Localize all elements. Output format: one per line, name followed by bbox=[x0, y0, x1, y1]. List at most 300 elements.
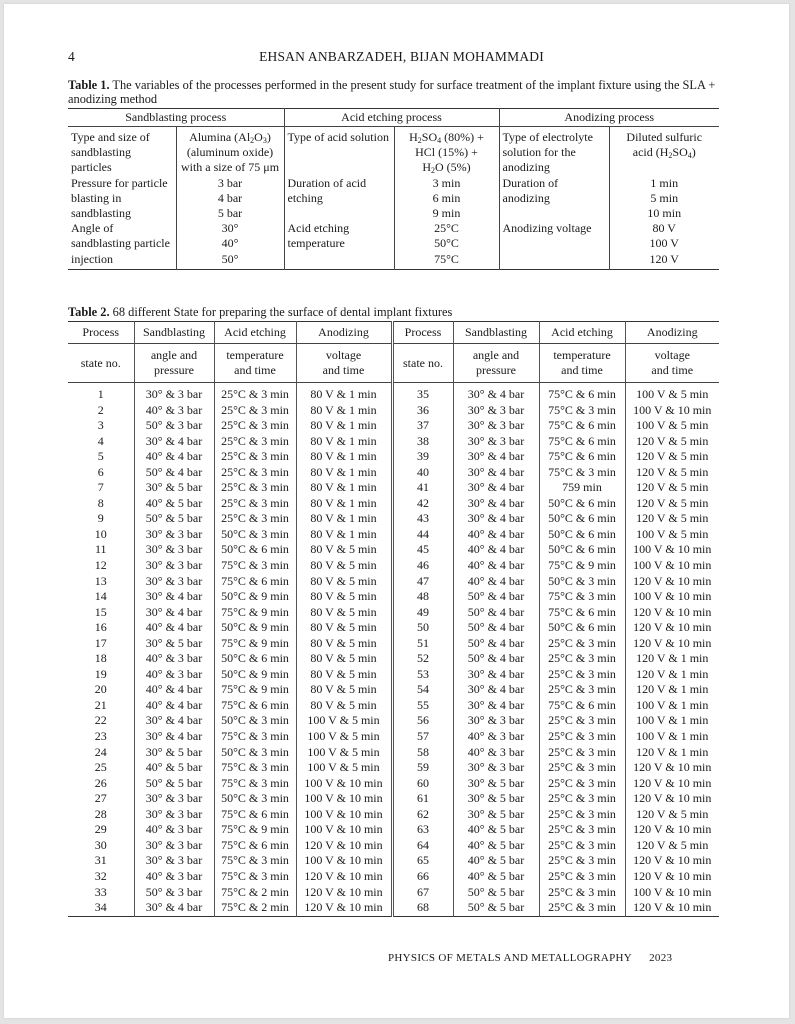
anodizing-cell: 120 V & 10 min bbox=[296, 838, 392, 854]
state-no-cell: 4 bbox=[97, 433, 104, 448]
acid-etching-cell: 50°C & 3 min bbox=[539, 574, 625, 590]
state-no-cell: 61 bbox=[392, 791, 453, 807]
table2 bbox=[68, 321, 719, 917]
anodizing-cell: 80 V & 5 min bbox=[296, 605, 392, 621]
sandblasting-cell: 40° & 4 bar bbox=[453, 527, 539, 543]
table1-row-angle bbox=[68, 221, 719, 269]
authors: EHSAN ANBARZADEH, BIJAN MOHAMMADI bbox=[259, 49, 544, 64]
state-no-cell: 31 bbox=[94, 853, 107, 868]
table-row bbox=[68, 729, 719, 745]
table-row bbox=[68, 900, 719, 916]
value: 3 min bbox=[432, 175, 461, 190]
acid-etching-cell: 25°C & 3 min bbox=[539, 713, 625, 729]
anodizing-cell: 120 V & 1 min bbox=[625, 745, 719, 761]
sandblasting-cell: 40° & 3 bar bbox=[134, 403, 214, 419]
acid-etching-cell: 75°C & 6 min bbox=[214, 698, 296, 714]
value: 75°C bbox=[434, 251, 459, 266]
state-no-cell: 52 bbox=[392, 651, 453, 667]
sandblasting-cell: 30° & 3 bar bbox=[453, 434, 539, 450]
sandblasting-cell: 40° & 3 bar bbox=[453, 729, 539, 745]
anodizing-cell: 100 V & 10 min bbox=[625, 885, 719, 901]
group-anodizing: Anodizing process bbox=[499, 109, 719, 127]
value: 100 V bbox=[649, 236, 679, 251]
state-no-cell: 1 bbox=[97, 387, 104, 401]
state-no-cell: 32 bbox=[94, 868, 107, 883]
state-no-cell: 37 bbox=[392, 418, 453, 434]
acid-etching-cell: 75°C & 6 min bbox=[539, 698, 625, 714]
state-no-cell: 65 bbox=[392, 853, 453, 869]
subheader-temp-time: temperature and time bbox=[214, 344, 296, 383]
state-no-cell: 18 bbox=[94, 651, 107, 666]
sandblast-type-value: Alumina $(Al_2O_3)$ (aluminum oxide) with a size of 75 μm bbox=[176, 127, 284, 176]
acid-etching-cell: 75°C & 6 min bbox=[214, 807, 296, 823]
sandblasting-cell: 30° & 5 bar bbox=[453, 807, 539, 823]
state-no-cell: 63 bbox=[392, 822, 453, 838]
state-no-cell: 28 bbox=[94, 806, 107, 821]
header-sandblasting: Sandblasting bbox=[134, 322, 214, 344]
acid-etching-cell: 75°C & 9 min bbox=[539, 558, 625, 574]
table1-group-header bbox=[68, 109, 719, 127]
anodizing-cell: 120 V & 5 min bbox=[625, 496, 719, 512]
acid-etching-cell: 75°C & 3 min bbox=[214, 558, 296, 574]
anodizing-cell: 120 V & 10 min bbox=[296, 885, 392, 901]
sandblast-pressure-label: Pressure for particle blasting in sandblasting bbox=[71, 175, 168, 221]
anodizing-cell: 80 V & 1 min bbox=[296, 480, 392, 496]
acid-etching-cell: 50°C & 6 min bbox=[539, 496, 625, 512]
sandblasting-cell: 30° & 3 bar bbox=[453, 713, 539, 729]
sandblast-angle-values bbox=[176, 221, 284, 269]
subheader-state-no: state no. bbox=[392, 344, 453, 383]
table-row bbox=[68, 465, 719, 481]
table-row bbox=[68, 885, 719, 901]
running-head bbox=[4, 49, 789, 67]
state-no-cell: 20 bbox=[94, 682, 107, 697]
sandblasting-cell: 30° & 3 bar bbox=[134, 542, 214, 558]
acid-etching-cell: 25°C & 3 min bbox=[214, 511, 296, 527]
anodizing-cell: 80 V & 5 min bbox=[296, 542, 392, 558]
anodizing-cell: 120 V & 10 min bbox=[625, 620, 719, 636]
header-process: Process bbox=[392, 322, 453, 344]
anodizing-cell: 120 V & 5 min bbox=[625, 511, 719, 527]
sandblasting-cell: 30° & 5 bar bbox=[134, 636, 214, 652]
document-page bbox=[4, 4, 789, 1018]
anodizing-cell: 100 V & 10 min bbox=[296, 807, 392, 823]
sandblasting-cell: 30° & 4 bar bbox=[453, 496, 539, 512]
table-row bbox=[68, 496, 719, 512]
acid-etching-cell: 75°C & 9 min bbox=[214, 822, 296, 838]
acid-etching-cell: 75°C & 9 min bbox=[214, 682, 296, 698]
sandblasting-cell: 50° & 4 bar bbox=[453, 636, 539, 652]
state-no-cell: 36 bbox=[392, 403, 453, 419]
state-no-cell: 57 bbox=[392, 729, 453, 745]
state-no-cell: 64 bbox=[392, 838, 453, 854]
anodizing-cell: 100 V & 10 min bbox=[296, 853, 392, 869]
group-acid-etching: Acid etching process bbox=[284, 109, 499, 127]
table-row bbox=[68, 434, 719, 450]
table-row bbox=[68, 403, 719, 419]
value: 50° bbox=[221, 251, 239, 266]
state-no-cell: 17 bbox=[94, 635, 107, 650]
state-no-cell: 15 bbox=[94, 604, 107, 619]
state-no-cell: 12 bbox=[94, 558, 107, 573]
value: 25°C bbox=[434, 221, 459, 236]
sandblasting-cell: 40° & 3 bar bbox=[134, 869, 214, 885]
subheader-temp-time: temperature and time bbox=[539, 344, 625, 383]
subheader-state-no: state no. bbox=[68, 344, 134, 383]
state-no-cell: 53 bbox=[392, 667, 453, 683]
acid-temp-values bbox=[394, 221, 499, 269]
sandblasting-cell: 40° & 5 bar bbox=[453, 822, 539, 838]
table1-caption-label: Table 1. bbox=[68, 78, 110, 92]
anodizing-cell: 100 V & 5 min bbox=[625, 383, 719, 403]
table-row bbox=[68, 418, 719, 434]
state-no-cell: 55 bbox=[392, 698, 453, 714]
acid-etching-cell: 50°C & 3 min bbox=[214, 791, 296, 807]
value: 9 min bbox=[432, 206, 461, 221]
state-no-cell: 58 bbox=[392, 745, 453, 761]
sandblasting-cell: 50° & 5 bar bbox=[453, 900, 539, 916]
anodizing-cell: 120 V & 10 min bbox=[625, 636, 719, 652]
state-no-cell: 9 bbox=[97, 511, 104, 526]
anodizing-cell: 80 V & 1 min bbox=[296, 465, 392, 481]
sandblasting-cell: 40° & 3 bar bbox=[134, 667, 214, 683]
acid-etching-cell: 25°C & 3 min bbox=[214, 496, 296, 512]
table-row bbox=[68, 776, 719, 792]
anodizing-cell: 120 V & 10 min bbox=[625, 791, 719, 807]
state-no-cell: 33 bbox=[94, 884, 107, 899]
sandblasting-cell: 50° & 4 bar bbox=[453, 605, 539, 621]
sandblasting-cell: 30° & 4 bar bbox=[134, 713, 214, 729]
acid-etching-cell: 75°C & 6 min bbox=[539, 605, 625, 621]
anodizing-cell: 120 V & 10 min bbox=[625, 776, 719, 792]
sandblast-pressure-values bbox=[176, 176, 284, 222]
anodizing-cell: 120 V & 10 min bbox=[625, 869, 719, 885]
acid-etching-cell: 75°C & 9 min bbox=[214, 636, 296, 652]
table-row bbox=[68, 760, 719, 776]
sandblasting-cell: 40° & 4 bar bbox=[453, 574, 539, 590]
table-row bbox=[68, 822, 719, 838]
table-row bbox=[68, 480, 719, 496]
anodizing-cell: 80 V & 5 min bbox=[296, 558, 392, 574]
table-row bbox=[68, 383, 719, 403]
acid-etching-cell: 25°C & 3 min bbox=[214, 434, 296, 450]
acid-etching-cell: 25°C & 3 min bbox=[539, 853, 625, 869]
sandblasting-cell: 40° & 3 bar bbox=[453, 745, 539, 761]
sandblasting-cell: 40° & 3 bar bbox=[134, 651, 214, 667]
table-row bbox=[68, 620, 719, 636]
sandblasting-cell: 40° & 4 bar bbox=[134, 449, 214, 465]
state-no-cell: 39 bbox=[392, 449, 453, 465]
sandblasting-cell: 40° & 4 bar bbox=[453, 542, 539, 558]
value: 80 V bbox=[652, 221, 676, 236]
sandblasting-cell: 30° & 4 bar bbox=[134, 729, 214, 745]
journal-year: 2023 bbox=[649, 952, 673, 964]
sandblasting-cell: 50° & 3 bar bbox=[134, 885, 214, 901]
header-anodizing: Anodizing bbox=[296, 322, 392, 344]
acid-etching-cell: 25°C & 3 min bbox=[539, 760, 625, 776]
sandblasting-cell: 30° & 4 bar bbox=[134, 434, 214, 450]
state-no-cell: 26 bbox=[94, 775, 107, 790]
anodizing-cell: 100 V & 10 min bbox=[296, 776, 392, 792]
anodizing-cell: 80 V & 5 min bbox=[296, 589, 392, 605]
state-no-cell: 11 bbox=[94, 542, 107, 557]
anodizing-cell: 80 V & 5 min bbox=[296, 667, 392, 683]
value: 30° bbox=[221, 221, 239, 236]
sandblasting-cell: 50° & 5 bar bbox=[134, 776, 214, 792]
sandblasting-cell: 50° & 3 bar bbox=[134, 418, 214, 434]
anodizing-cell: 80 V & 5 min bbox=[296, 574, 392, 590]
table-row bbox=[68, 698, 719, 714]
state-no-cell: 2 bbox=[97, 402, 104, 417]
page-footer bbox=[388, 952, 672, 964]
state-no-cell: 29 bbox=[94, 822, 107, 837]
state-no-cell: 38 bbox=[392, 434, 453, 450]
acid-etching-cell: 25°C & 3 min bbox=[539, 729, 625, 745]
acid-etching-cell: 50°C & 3 min bbox=[214, 713, 296, 729]
sandblasting-cell: 30° & 5 bar bbox=[134, 745, 214, 761]
state-no-cell: 24 bbox=[94, 744, 107, 759]
state-no-cell: 54 bbox=[392, 682, 453, 698]
state-no-cell: 67 bbox=[392, 885, 453, 901]
acid-etching-cell: 75°C & 6 min bbox=[214, 838, 296, 854]
anodizing-cell: 120 V & 5 min bbox=[625, 838, 719, 854]
acid-etching-cell: 75°C & 3 min bbox=[214, 853, 296, 869]
acid-etching-cell: 25°C & 3 min bbox=[539, 807, 625, 823]
state-no-cell: 46 bbox=[392, 558, 453, 574]
acid-etching-cell: 50°C & 3 min bbox=[214, 745, 296, 761]
sandblasting-cell: 30° & 4 bar bbox=[453, 667, 539, 683]
sandblasting-cell: 30° & 4 bar bbox=[453, 449, 539, 465]
acid-etching-cell: 75°C & 9 min bbox=[214, 605, 296, 621]
acid-etching-cell: 50°C & 6 min bbox=[214, 651, 296, 667]
state-no-cell: 8 bbox=[97, 495, 104, 510]
acid-etching-cell: 25°C & 3 min bbox=[214, 465, 296, 481]
sandblasting-cell: 30° & 3 bar bbox=[453, 403, 539, 419]
table-row bbox=[68, 838, 719, 854]
state-no-cell: 45 bbox=[392, 542, 453, 558]
state-no-cell: 7 bbox=[97, 480, 104, 495]
table1-row-type bbox=[68, 127, 719, 176]
state-no-cell: 19 bbox=[94, 666, 107, 681]
table-row bbox=[68, 589, 719, 605]
sandblasting-cell: 30° & 3 bar bbox=[134, 853, 214, 869]
sandblasting-cell: 40° & 5 bar bbox=[453, 869, 539, 885]
table2-header-row bbox=[68, 322, 719, 344]
acid-temp-label: Acid etching temperature bbox=[284, 221, 394, 269]
state-no-cell: 10 bbox=[94, 526, 107, 541]
state-no-cell: 22 bbox=[94, 713, 107, 728]
acid-etching-cell: 25°C & 3 min bbox=[539, 682, 625, 698]
acid-etching-cell: 75°C & 3 min bbox=[214, 729, 296, 745]
acid-etching-cell: 75°C & 6 min bbox=[214, 574, 296, 590]
anodizing-cell: 120 V & 1 min bbox=[625, 682, 719, 698]
anodizing-cell: 120 V & 10 min bbox=[625, 822, 719, 838]
anodizing-cell: 120 V & 5 min bbox=[625, 807, 719, 823]
acid-type-value: $H_2SO_4$ (80%) + HCl (15%) + $H_2O$ (5%) bbox=[394, 127, 499, 176]
table-row bbox=[68, 651, 719, 667]
acid-etching-cell: 25°C & 3 min bbox=[539, 667, 625, 683]
value: 10 min bbox=[647, 206, 682, 221]
anodizing-cell: 100 V & 5 min bbox=[296, 760, 392, 776]
sandblasting-cell: 50° & 4 bar bbox=[453, 589, 539, 605]
sandblasting-cell: 30° & 4 bar bbox=[453, 383, 539, 403]
acid-etching-cell: 25°C & 3 min bbox=[539, 651, 625, 667]
sandblasting-cell: 30° & 3 bar bbox=[134, 574, 214, 590]
subheader-angle-pressure: angle and pressure bbox=[453, 344, 539, 383]
acid-etching-cell: 50°C & 6 min bbox=[539, 527, 625, 543]
state-no-cell: 16 bbox=[94, 620, 107, 635]
subheader-voltage-time: voltage and time bbox=[296, 344, 392, 383]
sandblasting-cell: 30° & 5 bar bbox=[134, 480, 214, 496]
state-no-cell: 59 bbox=[392, 760, 453, 776]
acid-etching-cell: 50°C & 6 min bbox=[539, 511, 625, 527]
acid-etching-cell: 759 min bbox=[539, 480, 625, 496]
acid-etching-cell: 75°C & 3 min bbox=[539, 403, 625, 419]
acid-etching-cell: 75°C & 6 min bbox=[539, 449, 625, 465]
sandblast-type-label: Type and size of sandblasting particles bbox=[71, 130, 150, 175]
value: 120 V bbox=[649, 251, 679, 266]
state-no-cell: 35 bbox=[392, 383, 453, 403]
sandblasting-cell: 40° & 4 bar bbox=[134, 682, 214, 698]
anodizing-cell: 120 V & 5 min bbox=[625, 449, 719, 465]
acid-etching-cell: 25°C & 3 min bbox=[539, 745, 625, 761]
acid-etching-cell: 25°C & 3 min bbox=[539, 776, 625, 792]
acid-etching-cell: 25°C & 3 min bbox=[539, 838, 625, 854]
state-no-cell: 44 bbox=[392, 527, 453, 543]
anodizing-cell: 120 V & 5 min bbox=[625, 434, 719, 450]
sandblasting-cell: 30° & 5 bar bbox=[453, 776, 539, 792]
anodizing-cell: 100 V & 5 min bbox=[296, 745, 392, 761]
header-process: Process bbox=[68, 322, 134, 344]
sandblasting-cell: 50° & 4 bar bbox=[453, 651, 539, 667]
state-no-cell: 42 bbox=[392, 496, 453, 512]
state-no-cell: 48 bbox=[392, 589, 453, 605]
table-row bbox=[68, 449, 719, 465]
anodizing-cell: 100 V & 10 min bbox=[296, 791, 392, 807]
sandblasting-cell: 50° & 4 bar bbox=[134, 465, 214, 481]
sandblasting-cell: 30° & 5 bar bbox=[453, 791, 539, 807]
sandblasting-cell: 40° & 5 bar bbox=[134, 760, 214, 776]
anod-duration-values bbox=[609, 176, 719, 222]
state-no-cell: 60 bbox=[392, 776, 453, 792]
table-row bbox=[68, 807, 719, 823]
state-no-cell: 3 bbox=[97, 418, 104, 433]
anodizing-cell: 100 V & 5 min bbox=[625, 527, 719, 543]
acid-etching-cell: 25°C & 3 min bbox=[539, 885, 625, 901]
anodizing-cell: 120 V & 10 min bbox=[296, 900, 392, 916]
sandblasting-cell: 50° & 5 bar bbox=[134, 511, 214, 527]
anodizing-cell: 100 V & 1 min bbox=[625, 713, 719, 729]
state-no-cell: 27 bbox=[94, 791, 107, 806]
anodizing-cell: 80 V & 1 min bbox=[296, 527, 392, 543]
state-no-cell: 49 bbox=[392, 605, 453, 621]
anodizing-cell: 120 V & 10 min bbox=[625, 760, 719, 776]
sandblasting-cell: 50° & 4 bar bbox=[453, 620, 539, 636]
state-no-cell: 41 bbox=[392, 480, 453, 496]
acid-etching-cell: 75°C & 3 min bbox=[214, 776, 296, 792]
acid-etching-cell: 50°C & 6 min bbox=[539, 620, 625, 636]
state-no-cell: 66 bbox=[392, 869, 453, 885]
table-row bbox=[68, 558, 719, 574]
sandblasting-cell: 30° & 4 bar bbox=[453, 682, 539, 698]
anodizing-cell: 100 V & 5 min bbox=[296, 713, 392, 729]
anodizing-cell: 80 V & 1 min bbox=[296, 449, 392, 465]
state-no-cell: 40 bbox=[392, 465, 453, 481]
state-no-cell: 51 bbox=[392, 636, 453, 652]
state-no-cell: 56 bbox=[392, 713, 453, 729]
value: 6 min bbox=[432, 190, 461, 205]
table2-caption-text: 68 different State for preparing the surface of dental implant fixtures bbox=[112, 305, 453, 319]
anodizing-cell: 120 V & 1 min bbox=[625, 651, 719, 667]
anodizing-cell: 100 V & 10 min bbox=[296, 822, 392, 838]
anod-duration-label: Duration of anodizing bbox=[499, 176, 609, 222]
header-acid-etching: Acid etching bbox=[539, 322, 625, 344]
sandblasting-cell: 30° & 4 bar bbox=[134, 900, 214, 916]
sandblast-angle-label: Angle of sandblasting particle injection bbox=[71, 221, 170, 266]
group-sandblasting: Sandblasting process bbox=[68, 109, 284, 127]
table-row bbox=[68, 574, 719, 590]
journal-name: PHYSICS OF METALS AND METALLOGRAPHY bbox=[388, 952, 633, 964]
state-no-cell: 13 bbox=[94, 573, 107, 588]
table-row bbox=[68, 511, 719, 527]
anodizing-cell: 80 V & 5 min bbox=[296, 636, 392, 652]
sandblasting-cell: 40° & 4 bar bbox=[134, 620, 214, 636]
value: 50°C bbox=[434, 236, 459, 251]
acid-type-label: Type of acid solution bbox=[284, 127, 394, 176]
header-anodizing: Anodizing bbox=[625, 322, 719, 344]
anod-voltage-label: Anodizing voltage bbox=[499, 221, 609, 269]
anod-voltage-values bbox=[609, 221, 719, 269]
acid-etching-cell: 75°C & 2 min bbox=[214, 885, 296, 901]
acid-etching-cell: 25°C & 3 min bbox=[539, 869, 625, 885]
anodizing-cell: 80 V & 5 min bbox=[296, 651, 392, 667]
acid-etching-cell: 50°C & 3 min bbox=[214, 527, 296, 543]
acid-etching-cell: 25°C & 3 min bbox=[214, 449, 296, 465]
acid-etching-cell: 25°C & 3 min bbox=[539, 900, 625, 916]
anodizing-cell: 80 V & 5 min bbox=[296, 620, 392, 636]
state-no-cell: 5 bbox=[97, 449, 104, 464]
anodizing-cell: 80 V & 1 min bbox=[296, 496, 392, 512]
acid-etching-cell: 50°C & 6 min bbox=[539, 542, 625, 558]
state-no-cell: 47 bbox=[392, 574, 453, 590]
anodizing-cell: 100 V & 5 min bbox=[625, 418, 719, 434]
anodizing-cell: 80 V & 5 min bbox=[296, 682, 392, 698]
acid-etching-cell: 75°C & 3 min bbox=[214, 760, 296, 776]
anodizing-cell: 80 V & 1 min bbox=[296, 434, 392, 450]
table-row bbox=[68, 682, 719, 698]
acid-etching-cell: 25°C & 3 min bbox=[214, 383, 296, 403]
state-no-cell: 14 bbox=[94, 589, 107, 604]
sandblasting-cell: 40° & 3 bar bbox=[134, 822, 214, 838]
anodizing-cell: 80 V & 1 min bbox=[296, 511, 392, 527]
anodizing-cell: 100 V & 10 min bbox=[625, 403, 719, 419]
state-no-cell: 30 bbox=[94, 837, 107, 852]
state-no-cell: 21 bbox=[94, 697, 107, 712]
anodizing-cell: 120 V & 10 min bbox=[625, 605, 719, 621]
anodizing-cell: 100 V & 5 min bbox=[296, 729, 392, 745]
anodizing-cell: 100 V & 10 min bbox=[625, 589, 719, 605]
anod-type-value: Diluted sulfuric acid $(H_2SO_4)$ bbox=[609, 127, 719, 176]
anodizing-cell: 80 V & 5 min bbox=[296, 698, 392, 714]
sandblasting-cell: 30° & 3 bar bbox=[453, 418, 539, 434]
header-sandblasting: Sandblasting bbox=[453, 322, 539, 344]
table-row bbox=[68, 713, 719, 729]
sandblasting-cell: 30° & 3 bar bbox=[134, 791, 214, 807]
value: 1 min bbox=[650, 175, 679, 190]
table-row bbox=[68, 636, 719, 652]
anodizing-cell: 100 V & 1 min bbox=[625, 698, 719, 714]
sandblasting-cell: 30° & 3 bar bbox=[453, 760, 539, 776]
